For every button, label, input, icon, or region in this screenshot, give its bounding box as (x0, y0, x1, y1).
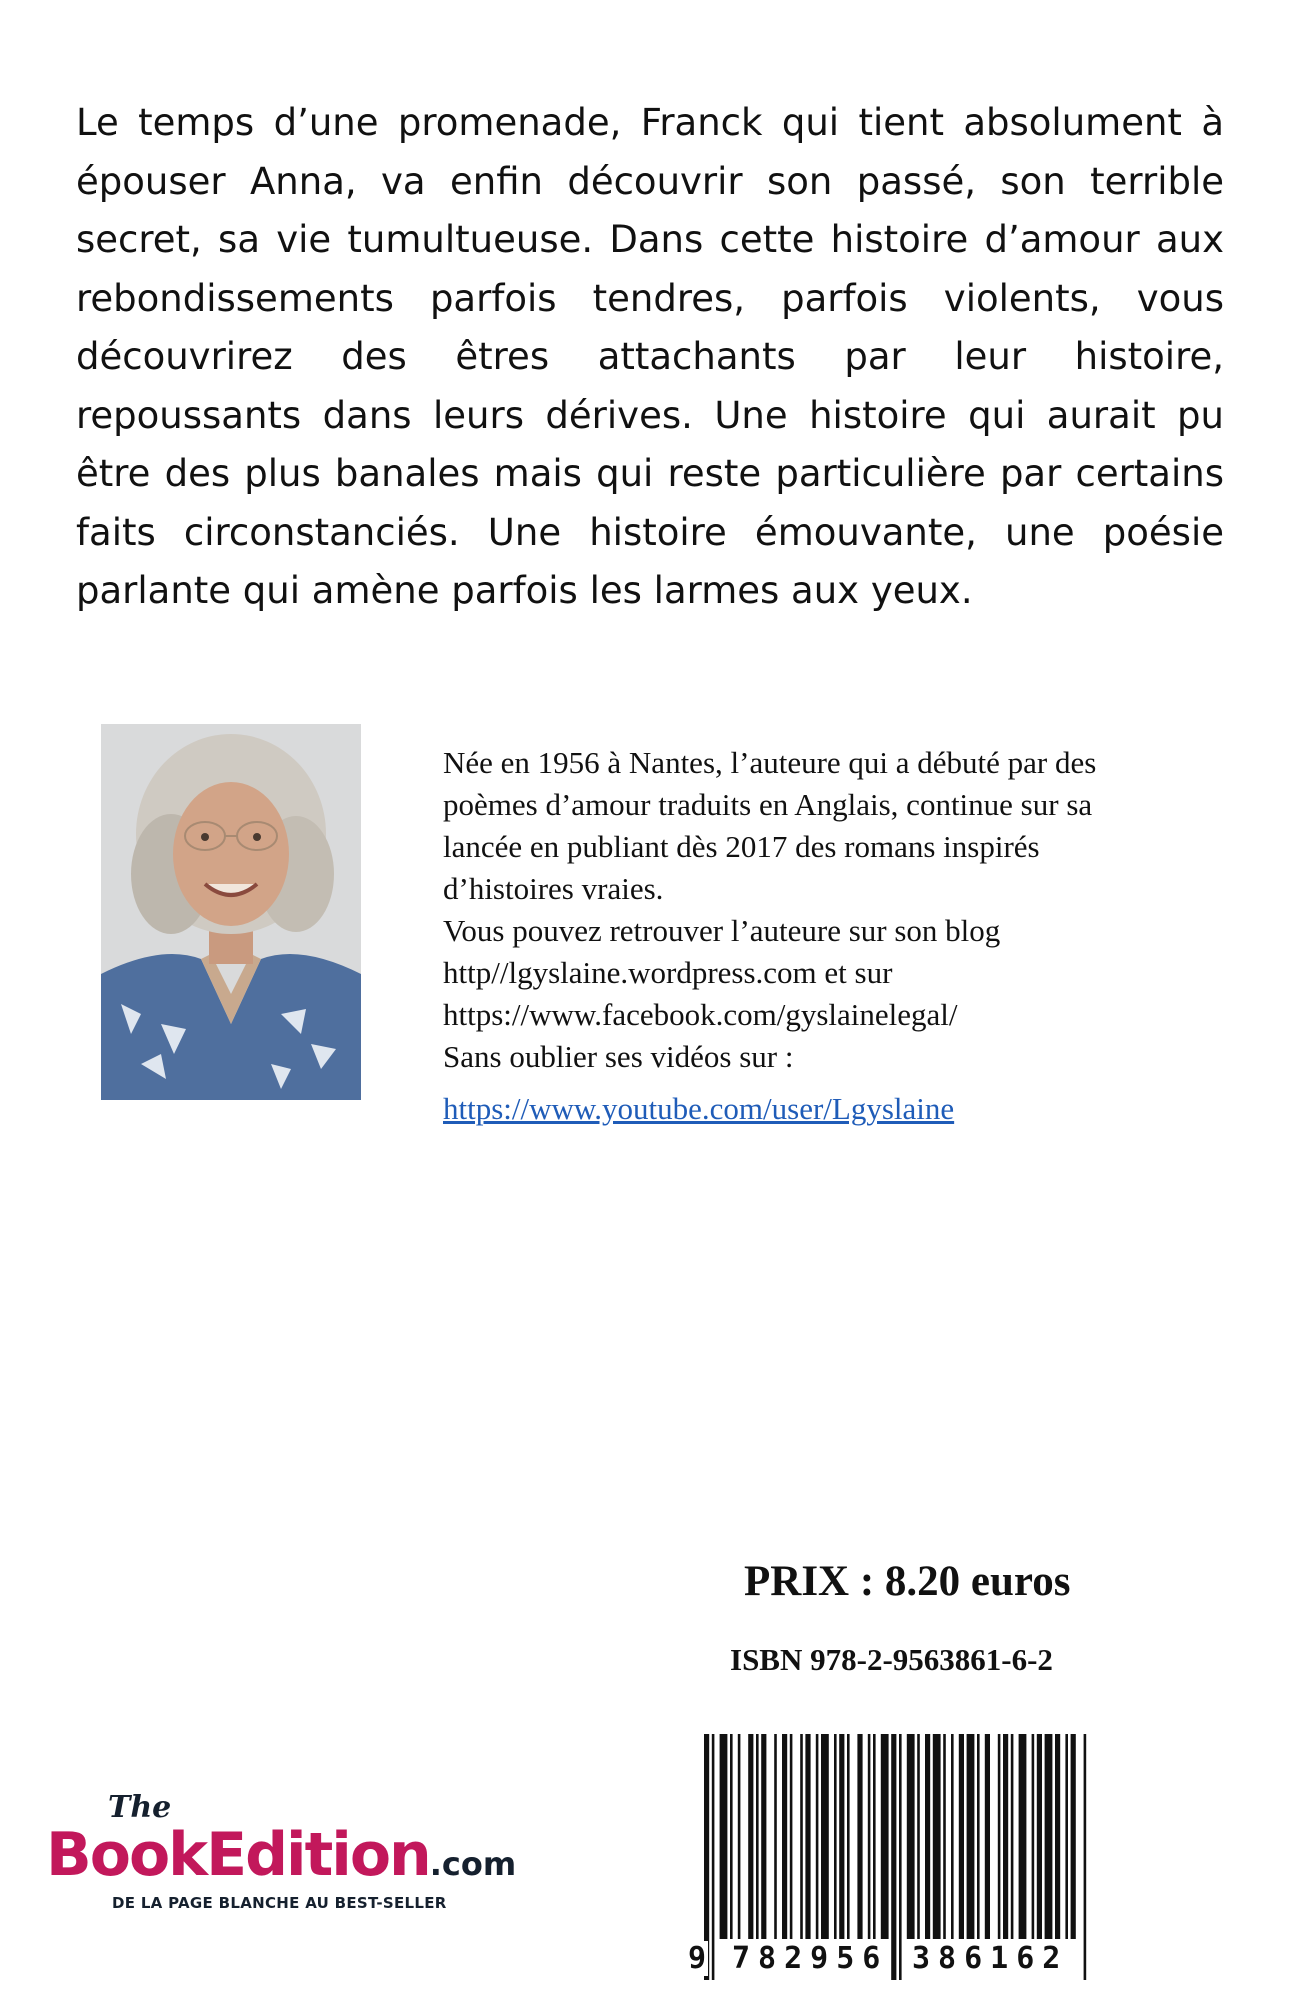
barcode-group-right: 386162 (912, 1941, 1069, 1976)
barcode-bar (738, 1734, 741, 1939)
bio-line: poèmes d’amour traduits en Anglais, continue sur sa (443, 787, 1093, 822)
barcode-bar (917, 1734, 920, 1939)
barcode-bar (1032, 1734, 1035, 1939)
price-label: PRIX : 8.20 euros (744, 1558, 1071, 1605)
book-synopsis: Le temps d’une promenade, Franck qui tient absolument à épouser Anna, va enfin découvrir son passé, son terrible secret, sa vie tumultueuse. Dans cette histoire d’amour aux rebondissements parfois tendres, parfois violents, vous découvrirez des êtres attachants par leur histoire, repoussants dans leurs dérives. Une histoire qui aurait pu être des plus banales mais qui reste particulière par certains faits circonstanciés. Une histoire émouvante, une poésie parlante qui amène parfois les larmes aux yeux. (76, 101, 1224, 612)
bio-line: Sans oublier ses vidéos sur : (443, 1039, 794, 1074)
barcode-bar (761, 1734, 766, 1939)
barcode-bar (782, 1734, 787, 1939)
barcode-bar (868, 1734, 871, 1939)
author-photo (101, 724, 361, 1100)
barcode-bar (816, 1734, 819, 1939)
barcode-bar (839, 1734, 844, 1939)
barcode-bar (873, 1734, 876, 1939)
logo-brand (46, 1820, 516, 1890)
barcode-bar (821, 1734, 829, 1939)
barcode-bar (1071, 1734, 1076, 1939)
logo-tagline: DE LA PAGE BLANCHE AU BEST-SELLER (112, 1894, 447, 1912)
logo-brand-text: BookEdition (46, 1820, 430, 1890)
barcode-bar (1037, 1734, 1042, 1939)
barcode-bar (748, 1734, 753, 1939)
barcode-bar (857, 1734, 862, 1939)
barcode-bar (790, 1734, 793, 1939)
barcode-bar (907, 1734, 915, 1939)
barcode-bar (730, 1734, 733, 1939)
logo-suffix: .com (429, 1845, 517, 1883)
bio-line: Vous pouvez retrouver l’auteure sur son blog (443, 913, 1001, 948)
barcode-digits (690, 1941, 1110, 1981)
barcode-digit-first: 9 (688, 1941, 707, 1976)
barcode-bar (967, 1734, 975, 1939)
barcode-bar (933, 1734, 941, 1939)
barcode-bar (805, 1734, 810, 1939)
barcode-group-left: 782956 (732, 1941, 889, 1976)
barcode-bar (1065, 1734, 1068, 1939)
bio-line: lancée en publiant dès 2017 des romans inspirés (443, 829, 1040, 864)
barcode-bar (847, 1734, 850, 1939)
barcode-bar (925, 1734, 930, 1939)
publisher-logo (46, 1790, 586, 1920)
bio-line: https://www.facebook.com/gyslainelegal/ (443, 997, 958, 1032)
bio-line: http//lgyslaine.wordpress.com et sur (443, 955, 893, 990)
barcode-bar (1045, 1734, 1053, 1939)
barcode-bar (1011, 1734, 1014, 1939)
youtube-link[interactable]: https://www.youtube.com/user/Lgyslaine (443, 1091, 955, 1126)
barcode-bar (1055, 1734, 1060, 1939)
barcode-bar (756, 1734, 759, 1939)
barcode-bar (985, 1734, 990, 1939)
barcode-bar (943, 1734, 946, 1939)
barcode-bar (774, 1734, 777, 1939)
author-bio (443, 742, 1223, 1130)
logo-the: The (108, 1790, 172, 1825)
bio-line: d’histoires vraies. (443, 871, 664, 906)
barcode-bar (951, 1734, 954, 1939)
barcode-bar (959, 1734, 964, 1939)
barcode-bar (800, 1734, 803, 1939)
barcode-bar (977, 1734, 980, 1939)
barcode-bar (998, 1734, 1001, 1939)
barcode-bar (1003, 1734, 1008, 1939)
isbn-label: ISBN 978-2-9563861-6-2 (730, 1642, 1053, 1677)
barcode-bar (1019, 1734, 1027, 1939)
barcode-bar (881, 1734, 889, 1939)
bio-line: Née en 1956 à Nantes, l’auteure qui a débuté par des (443, 745, 1097, 780)
barcode-bar (720, 1734, 728, 1939)
barcode-bar (834, 1734, 837, 1939)
